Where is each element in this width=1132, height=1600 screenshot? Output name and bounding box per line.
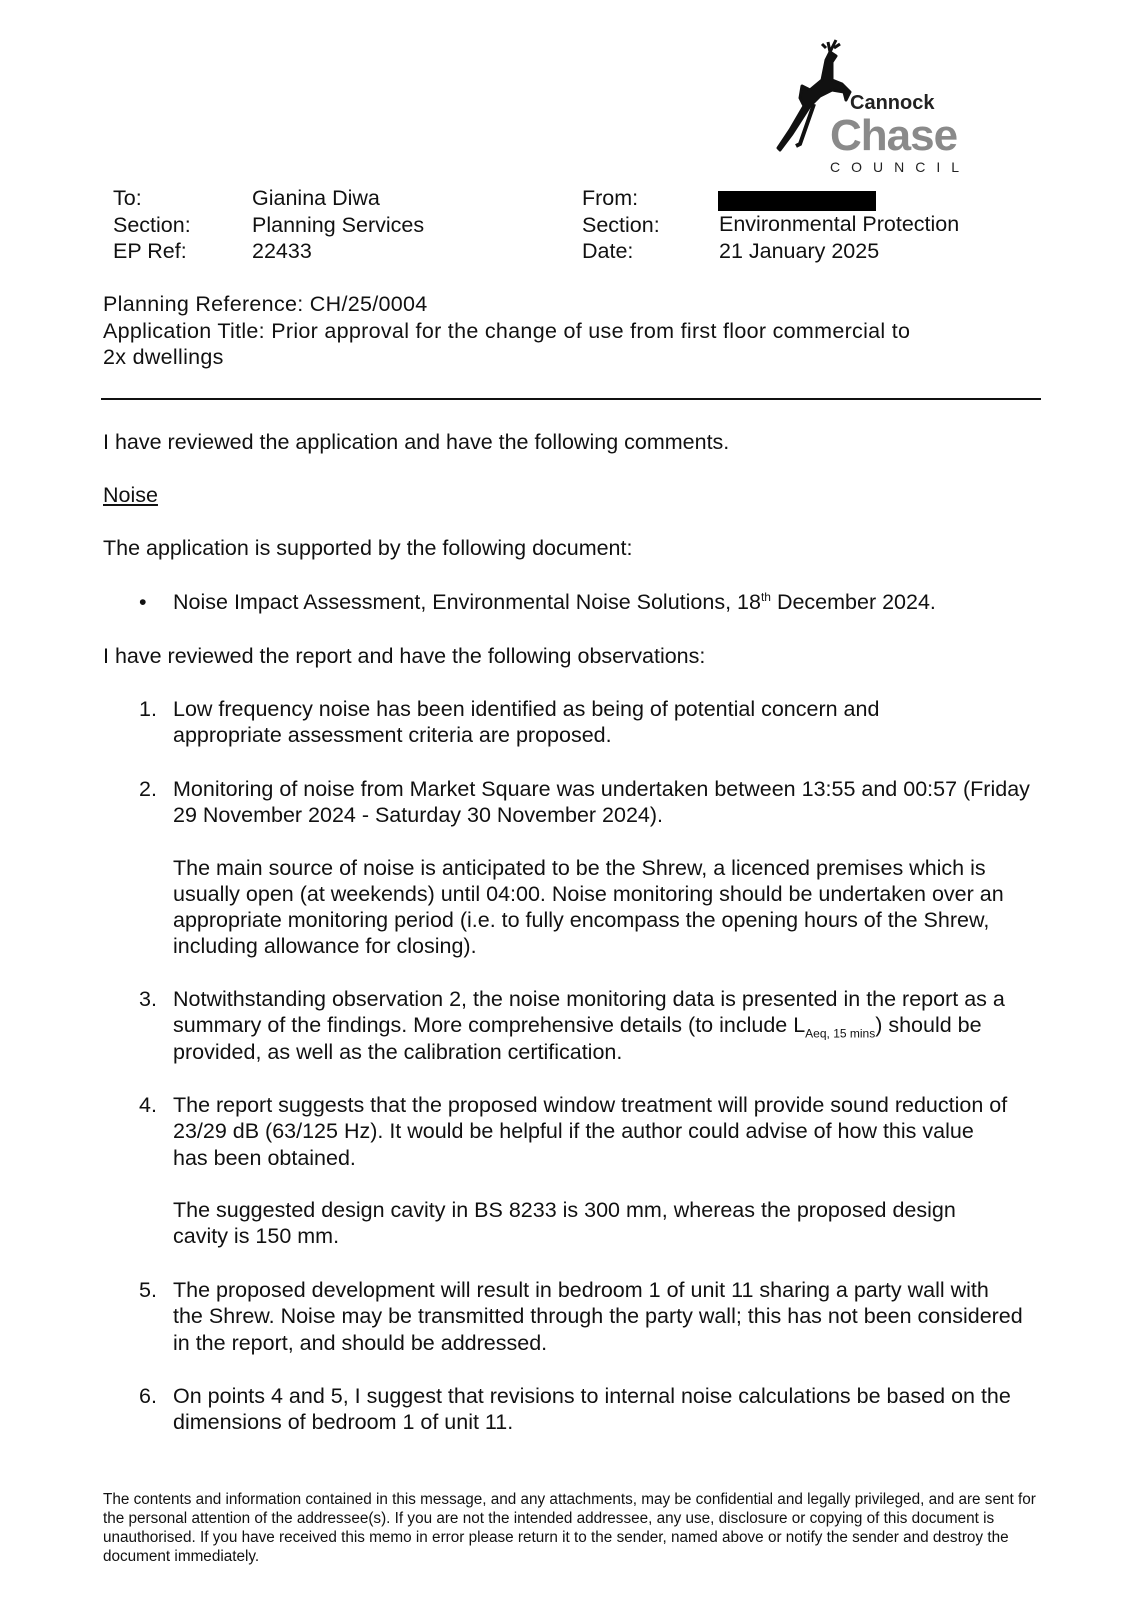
item-number: 2. (139, 777, 157, 801)
item-text: Notwithstanding observation 2, the noise monitoring data is presented in the report as a summary of the findings. More comprehensive details (to include L (173, 987, 1005, 1038)
item-text: Low frequency noise has been identified as being of potential concern and appropriate assessment criteria are proposed. (173, 697, 880, 748)
redacted-sender (718, 191, 876, 211)
from-label: From: (582, 186, 639, 210)
logo-text-council: COUNCIL (830, 159, 971, 175)
from-section-value: Environmental Protection (719, 212, 960, 236)
item-text-2: The main source of noise is anticipated to be the Shrew, a licenced premises which is usually open (at weekends) until 04:00. Noise monitoring should be undertaken over an appropriate monitoring period (i.e. to fully encompass the opening hours of the Shrew, including allowance for closing). (173, 855, 1004, 959)
item-number: 4. (139, 1093, 157, 1117)
to-value: Gianina Diwa (252, 186, 380, 210)
observation-6 (139, 1383, 1039, 1436)
intro-text: I have reviewed the application and have the following comments. (103, 430, 730, 454)
from-section-label: Section: (582, 212, 660, 237)
observation-1 (139, 696, 1039, 749)
bullet-icon: • (139, 590, 147, 614)
bullet-text: Noise Impact Assessment, Environmental Noise Solutions, 18 (173, 590, 761, 614)
item-text: The proposed development will result in bedroom 1 of unit 11 sharing a party wall with the Shrew. Noise may be transmitted through the party wall; this has not been considered in the report, and should be addressed. (173, 1278, 1023, 1355)
section-heading-noise: Noise (103, 483, 158, 507)
observation-3 (139, 986, 1039, 1065)
item-number: 5. (139, 1278, 157, 1302)
ep-ref-label: EP Ref: (113, 239, 187, 263)
planning-reference: Planning Reference: CH/25/0004 (103, 292, 428, 316)
observations-intro: I have reviewed the report and have the following observations: (103, 644, 706, 668)
council-logo (770, 34, 970, 176)
item-text-end: ) should be provided, as well as the calibration certification. (173, 1013, 982, 1064)
bullet-text-end: December 2024. (770, 590, 936, 614)
bullet-sup: th (760, 589, 771, 604)
item-text: On points 4 and 5, I suggest that revisions to internal noise calculations be based on the dimensions of bedroom 1 of unit 11. (173, 1384, 1011, 1435)
item-text: The report suggests that the proposed window treatment will provide sound reduction of 23/29 dB (63/125 Hz). It would be helpful if the author could advise of how this value has been obtained. (173, 1093, 1008, 1170)
observation-4 (139, 1092, 1039, 1249)
from-values (719, 211, 959, 264)
logo-text-cannock: Cannock (850, 92, 935, 114)
item-subscript: Aeq, 15 mins (805, 1026, 876, 1041)
observation-5 (139, 1277, 1039, 1356)
item-number: 6. (139, 1384, 157, 1408)
section-label: Section: (113, 212, 191, 237)
ep-ref-value: 22433 (252, 239, 312, 263)
date-value: 21 January 2025 (719, 238, 880, 263)
divider (101, 398, 1041, 400)
item-number: 3. (139, 987, 157, 1011)
section-value: Planning Services (252, 212, 425, 237)
date-label: Date: (582, 239, 634, 263)
item-number: 1. (139, 697, 157, 721)
confidentiality-footer: The contents and information contained in this message, and any attachments, may be confidential and legally privileged, and are sent for the personal attention of the addressee(s). If you are not the intended addressee, any use, disclosure or copying of this document is unauthorised. If you have received this memo in error please return it to the sender, named above or notify the sender and destroy the document immediately. (103, 1491, 1036, 1565)
item-text-2: The suggested design cavity in BS 8233 is 300 mm, whereas the proposed design cavity is 150 mm. (173, 1197, 956, 1249)
to-values (252, 185, 424, 265)
from-labels (582, 185, 660, 265)
observation-2 (139, 776, 1039, 960)
application-title: Application Title: Prior approval for the change of use from first floor commercial to (103, 318, 911, 343)
to-label: To: (113, 186, 142, 210)
application-title-cont: 2x dwellings (103, 345, 224, 369)
supported-text: The application is supported by the following document: (103, 536, 633, 560)
logo-text-chase: Chase (830, 111, 958, 160)
document-bullet (139, 589, 1039, 615)
title-block (103, 291, 910, 371)
item-text: Monitoring of noise from Market Square was undertaken between 13:55 and 00:57 (Friday 29 November 2024 - Saturday 30 November 2024). (173, 777, 1030, 828)
to-labels (113, 185, 191, 265)
